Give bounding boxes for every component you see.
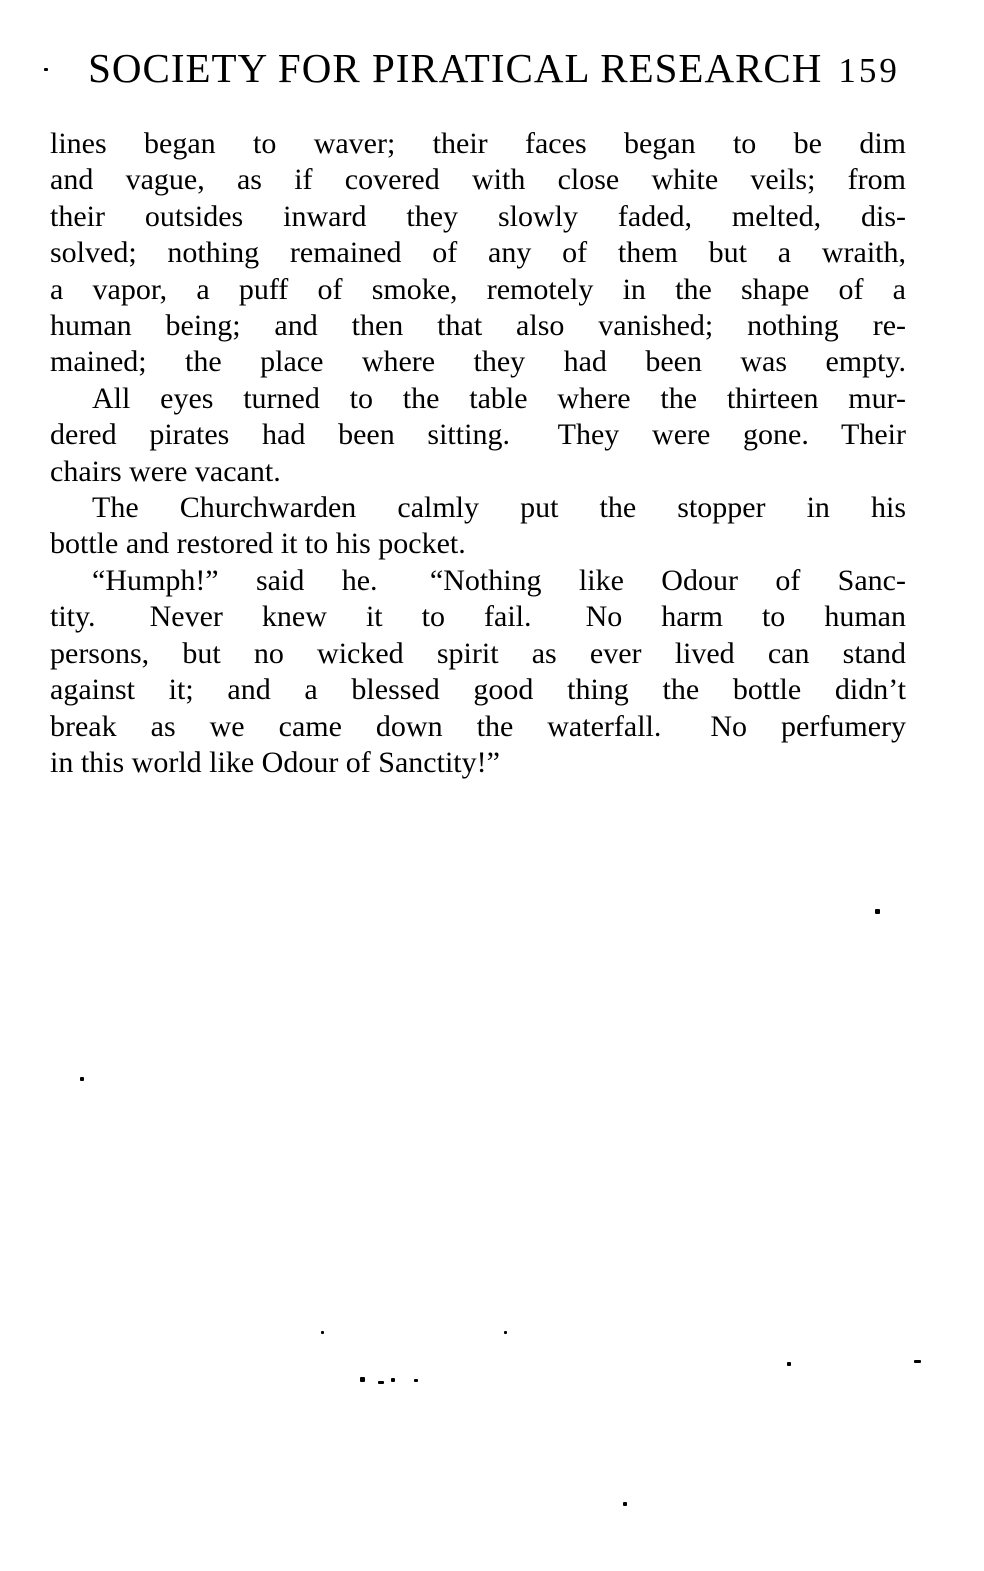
scan-speck — [504, 1331, 507, 1334]
text-line: dered pirates had been sitting. They were gone. Their — [50, 418, 906, 452]
scan-speck — [378, 1381, 384, 1384]
scan-speck — [44, 68, 48, 71]
text-line: “Humph!” said he. “Nothing like Odour of Sanc- — [92, 563, 906, 597]
scan-speck — [875, 909, 880, 914]
paragraph — [50, 563, 906, 781]
scan-speck — [914, 1360, 921, 1363]
page-body — [50, 126, 906, 781]
text-line: The Churchwarden calmly put the stopper in his — [92, 491, 906, 525]
paragraph — [50, 126, 906, 381]
text-line: mained; the place where they had been was empty. — [50, 345, 906, 379]
text-line: persons, but no wicked spirit as ever lived can stand — [50, 636, 906, 670]
text-line: lines began to waver; their faces began to be dim — [50, 127, 906, 160]
scan-speck — [321, 1331, 324, 1334]
text-line: and vague, as if covered with close white veils; from — [50, 163, 906, 197]
page-header — [66, 44, 922, 92]
text-line: chairs were vacant. — [50, 454, 281, 488]
paragraph — [50, 381, 906, 490]
page-number: 159 — [838, 51, 900, 90]
text-line: their outsides inward they slowly faded, melted, dis- — [50, 199, 906, 233]
paragraph — [50, 490, 906, 563]
text-line: All eyes turned to the table where the thirteen mur- — [92, 381, 906, 415]
text-line: a vapor, a puff of smoke, remotely in the shape of a — [50, 272, 906, 306]
text-line: human being; and then that also vanished; nothing re- — [50, 309, 906, 343]
scan-speck — [414, 1379, 418, 1382]
text-line: against it; and a blessed good thing the bottle didn’t — [50, 673, 906, 707]
scan-speck — [360, 1377, 365, 1382]
text-line: solved; nothing remained of any of them but a wraith, — [50, 236, 906, 270]
scan-speck — [623, 1502, 627, 1506]
text-line: break as we came down the waterfall. No perfumery — [50, 709, 906, 743]
text-line: bottle and restored it to his pocket. — [50, 527, 466, 561]
text-line: tity. Never knew it to fail. No harm to human — [50, 600, 906, 634]
text-line: in this world like Odour of Sanctity!” — [50, 745, 500, 779]
scan-speck — [787, 1362, 791, 1366]
scan-speck — [391, 1378, 395, 1382]
running-title: SOCIETY FOR PIRATICAL RESEARCH — [88, 45, 823, 91]
scan-speck — [80, 1077, 84, 1081]
